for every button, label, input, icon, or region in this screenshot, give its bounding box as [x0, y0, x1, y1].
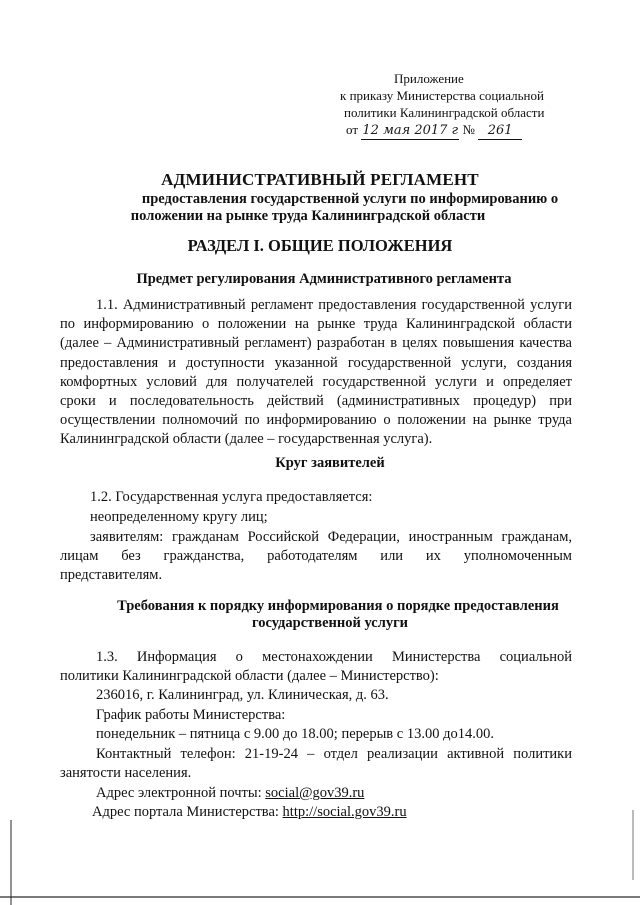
contact-phone-line1: Контактный телефон: 21-19-24 – отдел реализации активной политики — [96, 746, 572, 762]
email-line — [96, 784, 608, 803]
applicants-item-2-line3: представителям. — [60, 567, 163, 583]
document-subtitle-line2: положении на рынке труда Калининградской области — [130, 208, 486, 224]
paragraph-1-3-line1: 1.3. Информация о местонахождении Министерства социальной — [96, 649, 572, 665]
paragraph-1-1: 1.1. Административный регламент предоставления государственной услуги по информированию о положении на рынке труда Калининградской области (далее – Административный регламент) разработан в целях повышения качества предоставления и доступности указанной государственной услуги, создания комфортных условий для получателей государственной услуги и определяет сроки и последовательность действий (административных процедур) при осуществлении полномочий по информированию о положении на рынке труда Калининградской области (далее – государственная услуга). — [60, 297, 572, 448]
applicants-item-1: неопределенному кругу лиц; — [90, 509, 268, 525]
contact-phone-line2: занятости населения. — [60, 765, 192, 781]
document-title: АДМИНИСТРАТИВНЫЙ РЕГЛАМЕНТ — [161, 170, 479, 189]
paragraph-1-2: 1.2. Государственная услуга предоставляется: — [90, 489, 373, 505]
number-label: № — [462, 122, 475, 137]
subject-heading: Предмет регулирования Административного регламента — [136, 271, 512, 287]
requirements-heading-line2: государственной услуги — [251, 615, 409, 631]
email-link[interactable]: social@gov39.ru — [265, 785, 365, 801]
paragraph-1-3-line2: политики Калининградской области (далее – Министерство): — [60, 668, 439, 684]
ministry-address: 236016, г. Калининград, ул. Клиническая, д. 63. — [96, 687, 389, 703]
section-heading: РАЗДЕЛ I. ОБЩИЕ ПОЛОЖЕНИЯ — [187, 236, 453, 255]
appendix-order-line: к приказу Министерства социальной — [340, 88, 544, 103]
document-subtitle-line1: предоставления государственной услуги по информированию о — [141, 191, 559, 207]
portal-link[interactable]: http://social.gov39.ru — [282, 804, 407, 820]
appendix-block — [330, 70, 590, 140]
email-label: Адрес электронной почты: — [96, 785, 266, 801]
appendix-title: Приложение — [394, 71, 464, 86]
requirements-heading-line1: Требования к порядку информирования о порядке предоставления — [117, 598, 559, 614]
schedule-hours: понедельник – пятница с 9.00 до 18.00; перерыв с 13.00 до14.00. — [96, 726, 494, 742]
from-label: от — [346, 122, 359, 137]
scan-artifact-right — [632, 810, 634, 880]
handwritten-date: 12 мая 2017 г — [362, 123, 459, 138]
schedule-label: График работы Министерства: — [96, 707, 286, 723]
handwritten-number: 261 — [478, 122, 522, 140]
applicants-heading: Круг заявителей — [275, 455, 385, 471]
scan-artifact-bottom — [0, 896, 640, 898]
applicants-item-2-line1: заявителям: гражданам Российской Федерации, иностранным гражданам, — [90, 529, 572, 545]
appendix-date-number-line — [330, 121, 590, 140]
portal-label: Адрес портала Министерства: — [92, 804, 283, 820]
portal-line — [92, 803, 604, 822]
appendix-ministry-line: политики Калининградской области — [344, 105, 545, 120]
scan-artifact-left — [10, 820, 12, 905]
applicants-item-2-line2: лицам без гражданства, работодателям или их уполномоченным — [60, 548, 572, 564]
